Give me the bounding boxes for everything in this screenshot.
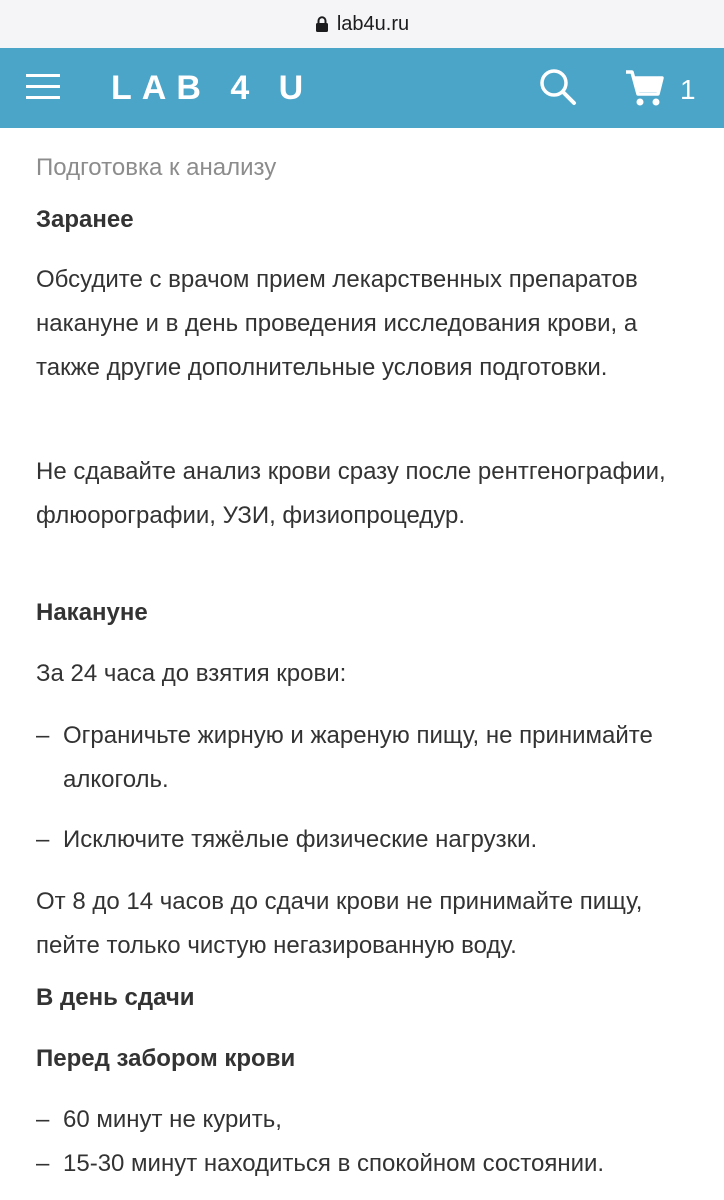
lock-icon xyxy=(315,16,329,32)
paragraph-advance-1: Обсудите с врачом прием лекарственных препаратов накануне и в день проведения исследования крови, а также другие дополнительные условия подготовки. xyxy=(36,266,638,381)
list-item-text: 15-30 минут находиться в спокойном состоянии. xyxy=(63,1150,605,1177)
list-item xyxy=(36,714,706,802)
paragraph-advance-2: Не сдавайте анализ крови сразу после рентгенографии, флюорографии, УЗИ, физиопроцедур. xyxy=(36,458,666,529)
list-item-text: Исключите тяжёлые физические нагрузки. xyxy=(63,826,538,853)
list-dash: – xyxy=(36,1150,50,1177)
list-dash: – xyxy=(36,722,50,749)
hamburger-menu-icon[interactable] xyxy=(26,72,62,102)
heading-day-of: В день сдачи xyxy=(36,984,195,1011)
cart-count[interactable]: 1 xyxy=(680,74,696,105)
list-dash: – xyxy=(36,1106,50,1133)
heading-advance: Заранее xyxy=(36,206,134,233)
list-dash: – xyxy=(36,826,50,853)
list-item-text: 60 минут не курить, xyxy=(63,1106,282,1133)
list-item xyxy=(36,1098,706,1142)
list-item xyxy=(36,1142,706,1186)
url-text: lab4u.ru xyxy=(336,12,410,35)
shopping-cart-icon[interactable] xyxy=(624,68,666,108)
list-item xyxy=(36,818,706,862)
heading-day-before: Накануне xyxy=(36,599,148,626)
paragraph-day-before-fasting: От 8 до 14 часов до сдачи крови не принимайте пищу, пейте только чистую негазированную воду. xyxy=(36,888,643,959)
paragraph-day-before-intro: За 24 часа до взятия крови: xyxy=(36,660,347,687)
heading-before-draw: Перед забором крови xyxy=(36,1045,296,1072)
search-icon[interactable] xyxy=(538,67,578,107)
site-header xyxy=(0,48,724,128)
list-item-text: Ограничьте жирную и жареную пищу, не принимайте алкоголь. xyxy=(63,722,653,793)
article-subtitle: Подготовка к анализу xyxy=(36,154,277,181)
site-logo[interactable]: LAB 4 U xyxy=(111,69,314,107)
browser-address-bar[interactable] xyxy=(0,0,724,48)
